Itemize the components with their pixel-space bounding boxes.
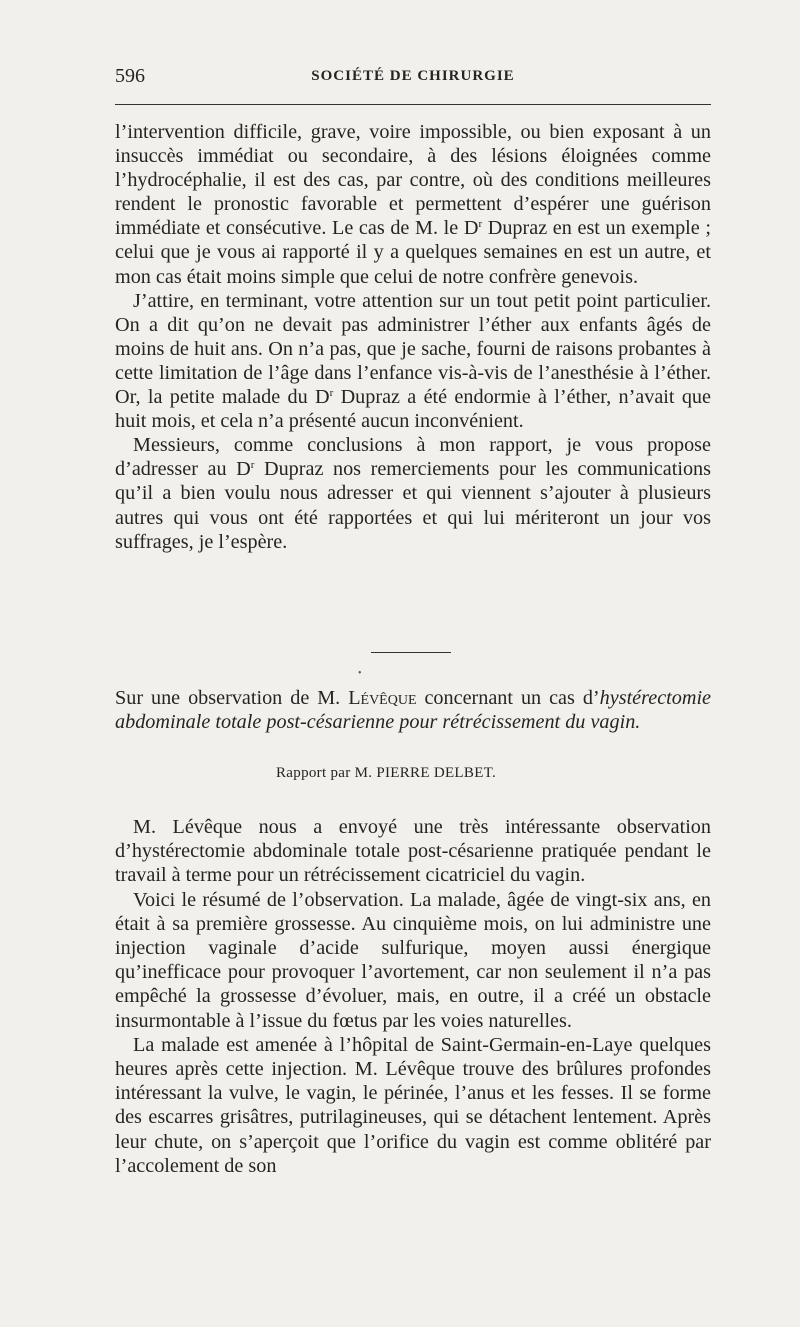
page-number: 596: [115, 65, 145, 87]
report-byline: Rapport par M. PIERRE DELBET.: [276, 765, 497, 781]
doctor-abbr: D: [236, 458, 251, 481]
doctor-abbr-sup: r: [250, 459, 255, 472]
page-header: [115, 64, 711, 88]
paragraph-3-text-rest: Dupraz nos remerciements pour les communications qu’il a bien voulu nous adresser et qui viennent s’ajouter à plusieurs autres qui vous ont été rapportées et qui lui mériteront un jour vos suffrages, je l’espère.: [115, 458, 711, 553]
section-title: [115, 686, 711, 734]
section-separator: [371, 652, 451, 653]
paragraph-3: [115, 433, 711, 553]
body-text-2: [115, 815, 711, 1178]
paragraph-1-text: l’intervention difficile, grave, voire impossible, ou bien exposant à un insuccès immédiat ou secondaire, à des lésions éloignées comme l’hydrocéphalie, il est des cas, par contre, où des conditions meilleures rendent le pronostic favorable et permettent d’espérer une guérison immédiate et consécutive. Le cas de M. le: [115, 121, 711, 240]
doctor-abbr-sup: r: [329, 387, 334, 400]
title-subject: hystérectomie abdominale totale post-césarienne pour rétrécissement du vagin.: [115, 687, 712, 733]
doctor-abbr: D: [315, 386, 330, 409]
paragraph-2-text-rest: Dupraz a été endormie à l’éther, n’avait que huit mois, et cela n’a présenté aucun inconvénient.: [115, 386, 711, 433]
title-lead: Sur une observation de M.: [115, 687, 349, 709]
paragraph-4: M. Lévêque nous a envoyé une très intéressante observation d’hystérectomie abdominale totale post-césarienne pratiquée pendant le travail à terme pour un rétrécissement cicatriciel du vagin.: [115, 816, 711, 887]
paragraph-6: La malade est amenée à l’hôpital de Saint-Germain-en-Laye quelques heures après cette injection. M. Lévêque trouve des brûlures profondes intéressant la vulve, le vagin, le périnée, l’anus et les fesses. Il se forme des escarres grisâtres, putrilagineuses, qui se détachent lentement. Après leur chute, on s’aperçoit que l’orifice du vagin est comme oblitéré par l’accolement de son: [115, 1033, 711, 1177]
title-author-name: Lévêque: [348, 687, 417, 709]
paragraph-5: Voici le résumé de l’observation. La malade, âgée de vingt-six ans, en était à sa première grossesse. Au cinquième mois, on lui administre une injection vaginale d’acide sulfurique, moyen aussi énergique qu’inefficace pour provoquer l’avortement, car non seulement il n’a pas empêché la grossesse d’évoluer, mais, en outre, il a créé un obstacle insurmontable à l’issue du fœtus par les voies naturelles.: [115, 888, 711, 1032]
paragraph-3-text: Messieurs, comme conclusions à mon rapport, je vous propose d’adresser au: [115, 434, 711, 481]
paragraph-2-text: J’attire, en terminant, votre attention sur un tout petit point particulier. On a dit qu’on ne devait pas administrer l’éther aux enfants âgés de moins de huit ans. On n’a pas, que je sache, fourni de raisons probantes à cette limitation de l’âge dans l’enfance vis-à-vis de l’anesthésie à l’éther. Or, la petite malade du: [115, 289, 711, 409]
doctor-abbr-sup: r: [478, 218, 483, 231]
paragraph-2: [115, 289, 711, 434]
body-text: [115, 120, 711, 554]
separator-mark: •: [358, 668, 362, 679]
paragraph-1-text-rest: Dupraz en est un exemple ; celui que je vous ai rapporté il y a quelques semaines en est un autre, et mon cas était moins simple que celui de notre confrère genevois.: [115, 217, 711, 288]
header-rule: [115, 104, 711, 105]
running-head: SOCIÉTÉ DE CHIRURGIE: [311, 68, 515, 84]
paragraph-1: [115, 120, 711, 289]
title-mid: concernant un cas d’: [416, 687, 600, 709]
doctor-abbr: D: [463, 217, 479, 240]
